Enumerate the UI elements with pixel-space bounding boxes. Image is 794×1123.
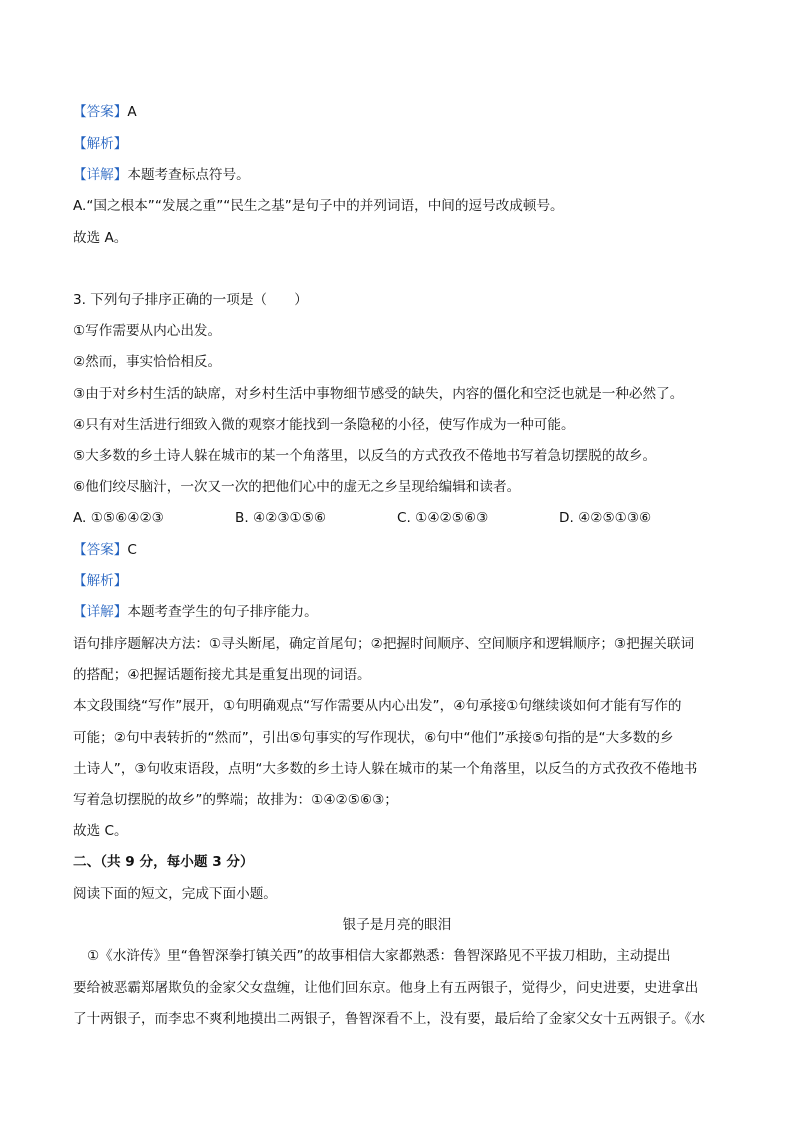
section-heading: 二、（共 9 分，每小题 3 分） bbox=[73, 854, 254, 870]
method-line-2: 的搭配；④把握话题衔接尤其是重复出现的词语。 bbox=[73, 667, 371, 683]
answer-value: C bbox=[127, 542, 137, 558]
explain-line-2: 可能；②句中表转折的“然而”，引出⑤句事实的写作现状，⑥句中“他们”承接⑤句指的是“大多数的乡 bbox=[73, 730, 674, 746]
answer-tag: 【答案】 bbox=[73, 104, 128, 120]
q3-sentence-5: ⑤大多数的乡土诗人躲在城市的某一个角落里，以反刍的方式孜孜不倦地书写着急切摆脱的故乡。 bbox=[73, 448, 657, 464]
explain-line-3: 土诗人”，③句收束语段，点明“大多数的乡土诗人躲在城市的某一个角落里，以反刍的方式孜孜不倦地书 bbox=[73, 761, 698, 777]
explain-line-4: 写着急切摆脱的故乡”的弊端；故排为：①④②⑤⑥③； bbox=[73, 792, 398, 808]
article-title: 银子是月亮的眼泪 bbox=[342, 917, 452, 933]
q3-conclusion: 故选 C。 bbox=[73, 823, 128, 839]
option-a: A. ①⑤⑥④②③ bbox=[73, 510, 164, 526]
analysis-tag: 【解析】 bbox=[73, 573, 128, 589]
q3-options bbox=[73, 508, 723, 528]
q2-conclusion: 故选 A。 bbox=[73, 230, 128, 246]
analysis-tag: 【解析】 bbox=[73, 136, 128, 152]
section-instruction: 阅读下面的短文，完成下面小题。 bbox=[73, 886, 277, 902]
answer-value: A bbox=[127, 104, 137, 120]
detail-text: 本题考查标点符号。 bbox=[127, 167, 250, 183]
q3-stem: 3. 下列句子排序正确的一项是（ ） bbox=[73, 292, 308, 308]
q2-point-a: A.“国之根本”“发展之重”“民生之基”是句子中的并列词语，中间的逗号改成顿号。 bbox=[73, 198, 564, 214]
q3-sentence-4: ④只有对生活进行细致入微的观察才能找到一条隐秘的小径，使写作成为一种可能。 bbox=[73, 417, 575, 433]
q3-sentence-6: ⑥他们绞尽脑汁，一次又一次的把他们心中的虚无之乡呈现给编辑和读者。 bbox=[73, 479, 521, 495]
option-c: C. ①④②⑤⑥③ bbox=[397, 510, 489, 526]
q3-sentence-2: ②然而，事实恰恰相反。 bbox=[73, 354, 222, 370]
q3-sentence-3: ③由于对乡村生活的缺席，对乡村生活中事物细节感受的缺失，内容的僵化和空泛也就是一种必然了。 bbox=[73, 386, 684, 402]
article-para-line-1: ①《水浒传》里“鲁智深拳打镇关西”的故事相信大家都熟悉：鲁智深路见不平拔刀相助，主动提出 bbox=[87, 948, 671, 964]
option-b: B. ④②③①⑤⑥ bbox=[235, 510, 327, 526]
detail-text: 本题考查学生的句子排序能力。 bbox=[127, 604, 318, 620]
detail-tag: 【详解】 bbox=[73, 167, 128, 183]
q2-detail-line bbox=[73, 165, 250, 185]
option-d: D. ④②⑤①③⑥ bbox=[559, 510, 652, 526]
article-para-line-3: 了十两银子，而李忠不爽利地摸出二两银子，鲁智深看不上，没有要，最后给了金家父女十五两银子。《水 bbox=[73, 1011, 706, 1027]
detail-tag: 【详解】 bbox=[73, 604, 128, 620]
explain-line-1: 本文段围绕“写作”展开，①句明确观点“写作需要从内心出发”，④句承接①句继续谈如何才能有写作的 bbox=[73, 698, 682, 714]
q3-answer-line bbox=[73, 540, 137, 560]
answer-tag: 【答案】 bbox=[73, 542, 128, 558]
q2-answer-line bbox=[73, 102, 137, 122]
q3-sentence-1: ①写作需要从内心出发。 bbox=[73, 323, 222, 339]
article-para-line-2: 要给被恶霸郑屠欺负的金家父女盘缠，让他们回东京。他身上有五两银子，觉得少，问史进要，史进拿出 bbox=[73, 980, 699, 996]
method-line-1: 语句排序题解决方法：①寻头断尾，确定首尾句；②把握时间顺序、空间顺序和逻辑顺序；③把握关联词 bbox=[73, 636, 695, 652]
q3-detail-line bbox=[73, 602, 318, 622]
